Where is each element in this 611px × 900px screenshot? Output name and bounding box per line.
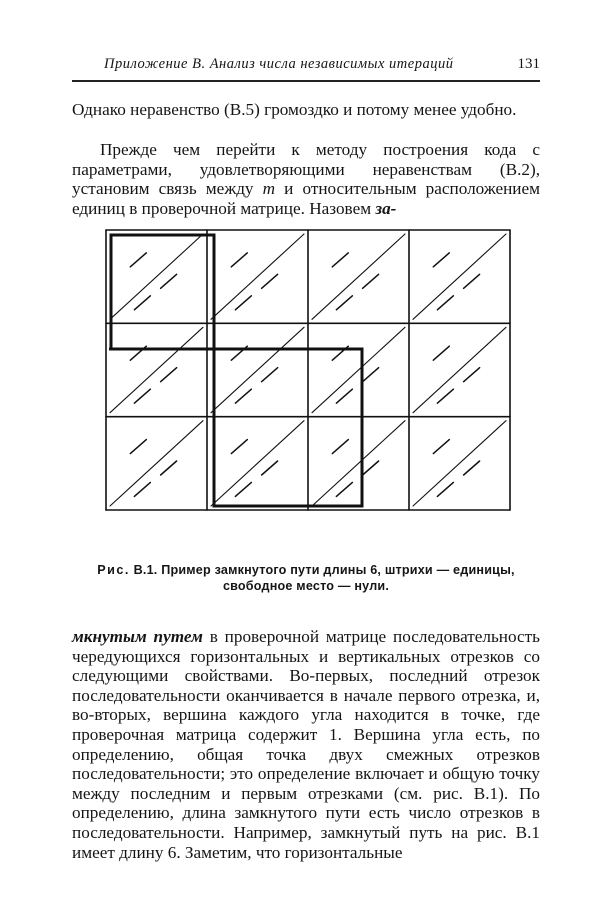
cell-diagonal xyxy=(110,421,203,506)
hatch-mark xyxy=(464,368,480,382)
matrix-cell-one xyxy=(211,327,304,412)
caption-label: Рис. xyxy=(97,563,130,577)
matrix-grid xyxy=(106,230,510,510)
matrix-cell-one xyxy=(110,327,203,412)
hatch-mark xyxy=(130,440,146,454)
hatch-mark xyxy=(134,389,150,403)
running-title: Приложение В. Анализ числа независимых итераций xyxy=(104,56,454,72)
cell-diagonal xyxy=(413,421,506,506)
hatch-mark xyxy=(231,253,247,267)
closed-paths xyxy=(109,235,362,506)
hatch-mark xyxy=(161,461,177,475)
paragraph-3 xyxy=(72,627,540,862)
cell-diagonal xyxy=(312,421,405,506)
hatch-mark xyxy=(363,274,379,288)
cell-diagonal xyxy=(413,234,506,319)
matrix-cell-one xyxy=(211,234,304,319)
term-end: мкнутым путем xyxy=(72,627,203,646)
hatch-mark xyxy=(130,253,146,267)
hatch-mark xyxy=(235,482,251,496)
hatch-mark xyxy=(262,274,278,288)
cell-diagonal xyxy=(110,234,203,319)
hatch-mark xyxy=(336,389,352,403)
paragraph-2-text-b: и относительным расположением единиц в проверочной матрице. Назовем xyxy=(72,179,541,218)
hatch-mark xyxy=(433,253,449,267)
matrix-cell-one xyxy=(413,421,506,506)
hatch-mark xyxy=(464,274,480,288)
cell-diagonal xyxy=(211,421,304,506)
hatch-mark xyxy=(437,482,453,496)
hatch-mark xyxy=(134,482,150,496)
hatch-mark xyxy=(262,461,278,475)
caption-text: Пример замкнутого пути длины 6, штрихи — единицы, свободное место — нули. xyxy=(161,563,515,593)
hatch-mark xyxy=(262,368,278,382)
hatch-mark xyxy=(363,461,379,475)
cell-diagonal xyxy=(211,234,304,319)
figure-closed-path-matrix xyxy=(100,222,516,518)
hatch-mark xyxy=(161,368,177,382)
variable-m: m xyxy=(262,179,276,199)
hatch-mark xyxy=(433,440,449,454)
cell-diagonal xyxy=(110,327,203,412)
paragraph-2-text-a: Прежде чем перейти к методу построения кода с параметрами, удовлетворяющими неравенствам (В.2), установим связь между xyxy=(72,140,540,199)
matrix-cell-one xyxy=(413,234,506,319)
hatch-mark xyxy=(433,346,449,360)
hatch-mark xyxy=(336,296,352,310)
hatch-mark xyxy=(332,440,348,454)
hatch-mark xyxy=(464,461,480,475)
matrix-cell-one xyxy=(110,234,203,319)
matrix-cell-one xyxy=(312,234,405,319)
closed-path-length-6 xyxy=(109,344,362,506)
hatch-mark xyxy=(336,482,352,496)
hatch-mark xyxy=(235,296,251,310)
cell-diagonal xyxy=(413,327,506,412)
header-rule xyxy=(72,80,540,82)
paragraph-1-text: Однако неравенство (В.5) громоздко и потому менее удобно. xyxy=(72,100,517,119)
cell-diagonal xyxy=(312,327,405,412)
hatch-mark xyxy=(437,296,453,310)
caption-number: В.1. xyxy=(133,563,158,577)
hatch-mark xyxy=(231,440,247,454)
hatch-mark xyxy=(363,368,379,382)
hatch-mark xyxy=(332,253,348,267)
matrix-cell-one xyxy=(110,421,203,506)
paragraph-1 xyxy=(72,100,540,120)
hatch-mark xyxy=(235,389,251,403)
running-header xyxy=(104,56,540,73)
matrix-cell-one xyxy=(312,327,405,412)
matrix-cell-one xyxy=(413,327,506,412)
matrix-cell-one xyxy=(312,421,405,506)
paragraph-3-text: в проверочной матрице последовательность чередующихся горизонтальных и вертикальных отрезков со следующими свойствами. Во-первых, последний отрезок последовательности оканчивается в начале первого отрезка, и, во-вторых, вершина каждого угла находится в точке, где проверочная матрица содержит 1. Вершина угла есть, по определению, общая точка двух смежных отрезков последовательности; это определение включает и общую точку между последним и первым отрезками (см. рис. В.1). По определению, длина замкнутого пути есть число отрезков в последовательности. Например, замкнутый путь на рис. В.1 имеет длину 6. Заметим, что горизонтальные xyxy=(72,627,541,862)
hatch-mark xyxy=(134,296,150,310)
hatch-mark xyxy=(437,389,453,403)
figure-caption xyxy=(72,562,540,594)
term-start: за- xyxy=(375,198,397,218)
cell-diagonal xyxy=(211,327,304,412)
paragraph-2 xyxy=(72,140,540,218)
cell-diagonal xyxy=(312,234,405,319)
page-number: 131 xyxy=(517,56,540,72)
matrix-cell-one xyxy=(211,421,304,506)
hatch-mark xyxy=(161,274,177,288)
